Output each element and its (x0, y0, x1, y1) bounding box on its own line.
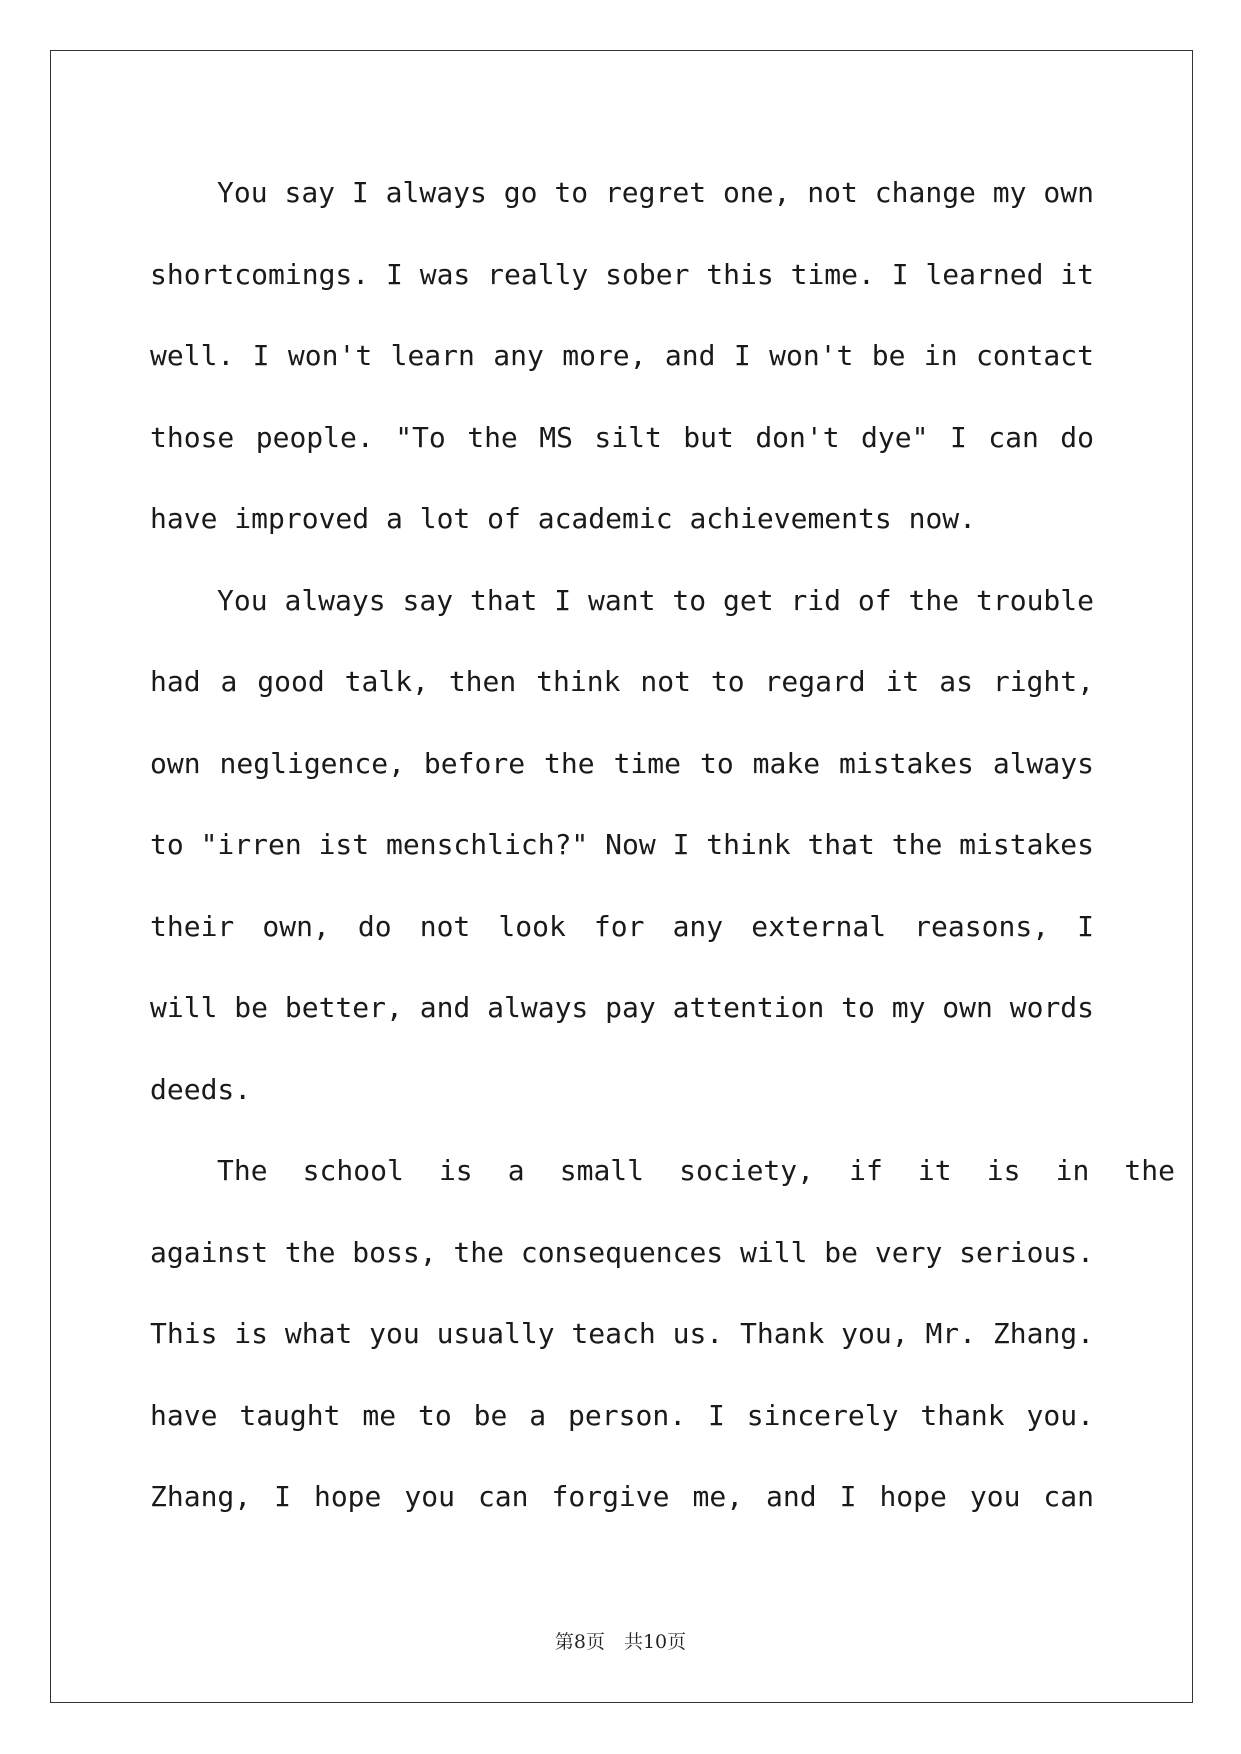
text-line: to "irren ist menschlich?" Now I think that the mistakes (150, 828, 1094, 861)
text-line: have taught me to be a person. I sincerely thank you. (150, 1398, 1094, 1432)
text-line: well. I won't learn any more, and I won't be in contact (150, 339, 1094, 372)
text-line: will be better, and always pay attention to my own words (150, 991, 1094, 1024)
text-line: against the boss, the consequences will be very serious. (150, 1235, 1094, 1269)
paragraph (150, 1130, 1175, 1538)
text-line: This is what you usually teach us. Thank you, Mr. Zhang. (150, 1317, 1094, 1350)
page-number-footer (0, 1627, 1241, 1654)
text-line: had a good talk, then think not to regard it as right, (150, 665, 1094, 698)
text-line: Zhang, I hope you can forgive me, and I hope you can (150, 1480, 1094, 1513)
document-body (150, 152, 1175, 1538)
page-number: 第8页 (554, 1631, 605, 1653)
text-line: The school is a small society, if it is in the (217, 1154, 1175, 1187)
text-line: deeds. (150, 1072, 252, 1106)
text-line: You always say that I want to get rid of the trouble (217, 583, 1094, 617)
text-line: those people. "To the MS silt but don't dye" I can do (150, 420, 1094, 454)
paragraph (150, 152, 1094, 560)
paragraph (150, 560, 1094, 1131)
text-line: have improved a lot of academic achievements now. (150, 502, 977, 535)
text-line: their own, do not look for any external reasons, I (150, 909, 1094, 943)
text-line: shortcomings. I was really sober this time. I learned it (150, 257, 1094, 291)
page-total: 共10页 (623, 1631, 687, 1653)
text-line: own negligence, before the time to make mistakes always (150, 746, 1094, 780)
text-line: You say I always go to regret one, not change my own (217, 176, 1094, 209)
